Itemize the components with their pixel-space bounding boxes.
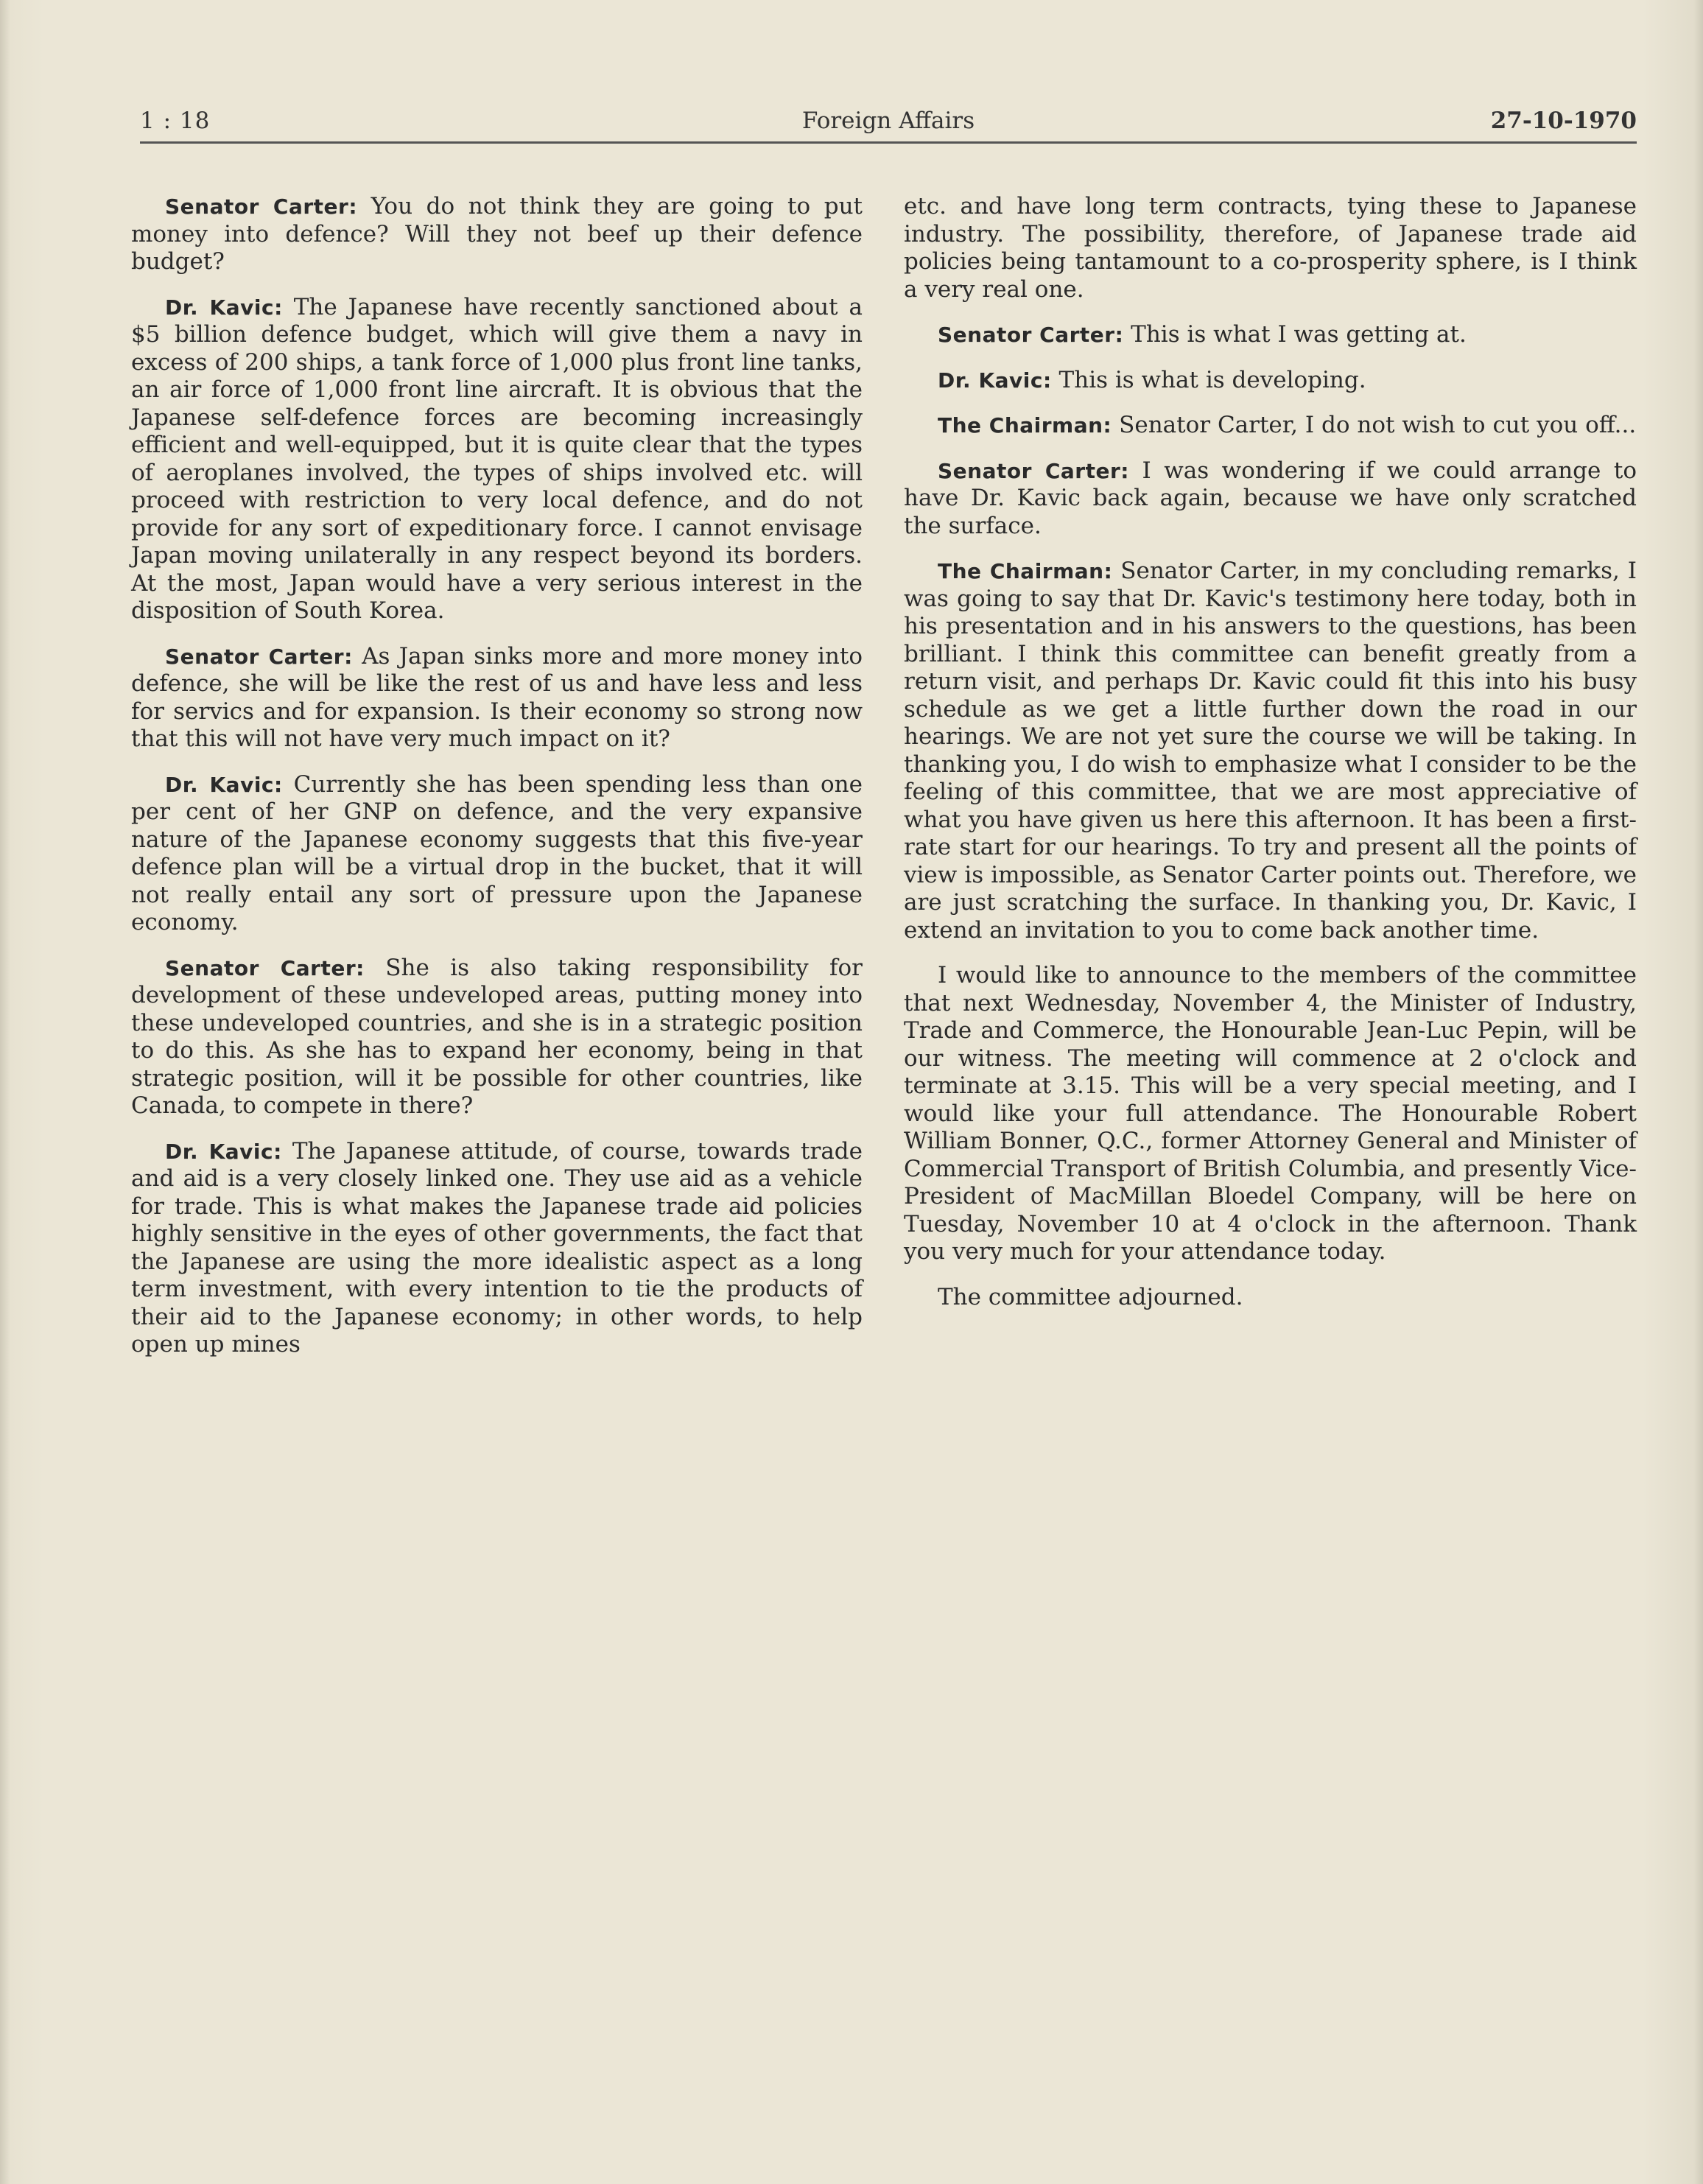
- speaker-name: Dr. Kavic:: [165, 295, 283, 320]
- speaker-name: Dr. Kavic:: [165, 772, 283, 797]
- transcript-paragraph: [904, 457, 1637, 541]
- transcript-paragraph: [131, 643, 863, 754]
- speaker-name: Senator Carter:: [938, 458, 1129, 483]
- adjournment-note: The committee adjourned.: [938, 1283, 1243, 1310]
- paragraph-text: As Japan sinks more and more money into defence, she will be like the rest of us and have less and less for servics and for expansion. Is their economy so strong now that this will not have very much impact on it?: [131, 642, 863, 752]
- speaker-name: The Chairman:: [938, 413, 1112, 438]
- page-header: [140, 108, 1637, 141]
- publication-title: Foreign Affairs: [801, 108, 975, 134]
- paragraph-text: etc. and have long term contracts, tying these to Japanese industry. The possibility, therefore, of Japanese trade aid policies being tantamount to a co-prosperity sphere, is I think a very real one.: [904, 193, 1637, 303]
- transcript-paragraph: [131, 193, 863, 276]
- speaker-name: The Chairman:: [938, 559, 1113, 583]
- paragraph-text: She is also taking responsibility for development of these undeveloped areas, putting money into these undeveloped countries, and she is in a strategic position to do this. As she has to expand her economy, being in that strategic position, will it be possible for other countries, like Canada, to compete in there?: [131, 954, 863, 1119]
- transcript-paragraph: [904, 962, 1637, 1266]
- header-date: 27-10-1970: [1490, 108, 1637, 134]
- speaker-name: Senator Carter:: [165, 955, 365, 980]
- header-rule: [140, 141, 1637, 144]
- paragraph-text: Currently she has been spending less than one per cent of her GNP on defence, and the very expansive nature of the Japanese economy suggests that this five-year defence plan will be a virtual drop in the bucket, that it will not really entail any sort of pressure upon the Japanese economy.: [131, 770, 863, 935]
- paragraph-text: I would like to announce to the members of the committee that next Wednesday, November 4, the Minister of Industry, Trade and Commerce, the Honourable Jean-Luc Pepin, will be our witness. The meeting will commence at 2 o'clock and terminate at 3.15. This will be a very special meeting, and I would like your full attendance. The Honourable Robert William Bonner, Q.C., former Attorney General and Minister of Commercial Transport of British Columbia, and presently Vice-President of MacMillan Bloedel Company, will be here on Tuesday, November 10 at 4 o'clock in the afternoon. Thank you very much for your attendance today.: [904, 962, 1637, 1265]
- transcript-paragraph: [131, 1138, 863, 1359]
- right-column: [904, 193, 1637, 1329]
- transcript-paragraph: [904, 367, 1637, 395]
- transcript-paragraph: [131, 294, 863, 625]
- speaker-name: Senator Carter:: [165, 194, 358, 219]
- paragraph-text: Senator Carter, I do not wish to cut you off...: [1119, 412, 1637, 438]
- transcript-paragraph: [904, 558, 1637, 944]
- paragraph-text: Senator Carter, in my concluding remarks, I was going to say that Dr. Kavic's testimony here today, both in his presentation and in his answers to the questions, has been brilliant. I think this committee can benefit greatly from a return visit, and perhaps Dr. Kavic could fit this into his busy schedule as we get a little further down the road in our hearings. We are not yet sure the course we will be taking. In thanking you, I do wish to emphasize what I consider to be the feeling of this committee, that we are most appreciative of what you have given us here this afternoon. It has been a first-rate start for our hearings. To try and present all the points of view is impossible, as Senator Carter points out. Therefore, we are just scratching the surface. In thanking you, Dr. Kavic, I extend an invitation to you to come back another time.: [904, 558, 1637, 944]
- paragraph-text: You do not think they are going to put money into defence? Will they not beef up their defence budget?: [131, 193, 863, 275]
- paragraph-text: I was wondering if we could arrange to have Dr. Kavic back again, because we have only scratched the surface.: [904, 457, 1637, 539]
- transcript-paragraph: [904, 193, 1637, 303]
- speaker-name: Dr. Kavic:: [938, 368, 1052, 393]
- speaker-name: Senator Carter:: [165, 644, 353, 669]
- speaker-name: Dr. Kavic:: [165, 1139, 282, 1164]
- transcript-paragraph: [131, 771, 863, 937]
- page-number: 1 : 18: [140, 108, 211, 134]
- transcript-paragraph: [904, 321, 1637, 349]
- paragraph-text: The Japanese attitude, of course, towards trade and aid is a very closely linked one. They use aid as a vehicle for trade. This is what makes the Japanese trade aid policies highly sensitive in the eyes of other governments, the fact that the Japanese are using the more idealistic aspect as a long term investment, with every intention to tie the products of their aid to the Japanese economy; in other words, to help open up mines: [131, 1137, 863, 1358]
- transcript-paragraph: [131, 955, 863, 1120]
- left-column: [131, 193, 863, 1377]
- speaker-name: Senator Carter:: [938, 323, 1124, 347]
- transcript-paragraph: [904, 412, 1637, 440]
- paragraph-text: The Japanese have recently sanctioned about a $5 billion defence budget, which will give them a navy in excess of 200 ships, a tank force of 1,000 plus front line tanks, an air force of 1,000 front line aircraft. It is obvious that the Japanese self-defence forces are becoming increasingly efficient and well-equipped, but it is quite clear that the types of aeroplanes involved, the types of ships involved etc. will proceed with restriction to very local defence, and do not provide for any sort of expeditionary force. I cannot envisage Japan moving unilaterally in any respect beyond its borders. At the most, Japan would have a very serious interest in the disposition of South Korea.: [131, 293, 863, 624]
- paragraph-text: This is what I was getting at.: [1131, 321, 1467, 348]
- paragraph-text: This is what is developing.: [1058, 366, 1366, 393]
